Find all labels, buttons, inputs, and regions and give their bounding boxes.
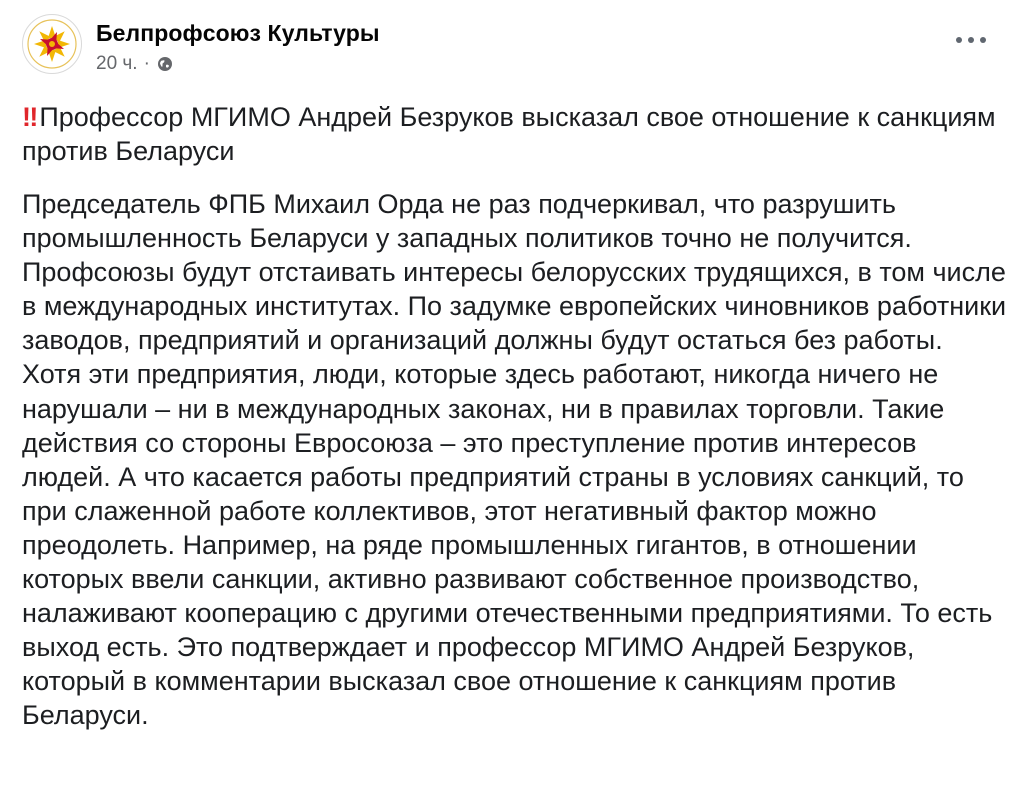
post-title [22,100,1002,168]
dot-icon [980,37,986,43]
double-exclamation-icon: ‼ [22,102,36,132]
post-body: Председатель ФПБ Михаил Орда не раз подчеркивал, что разрушить промышленность Беларуси у западных политиков точно не получится. Профсоюзы будут отстаивать интересы белорусских трудящихся, в том числе в международных институтах. По задумке европейских чиновников работники заводов, предприятий и организаций должны будут остаться без работы. Хотя эти предприятия, люди, которые здесь работают, никогда ничего не нарушали – ни в международных законах, ни в правилах торговли. Такие действия со стороны Евросоюза – это преступление против интересов людей. А что касается работы предприятий страны в условиях санкций, то при слаженной работе коллективов, этот негативный фактор можно преодолеть. Например, на ряде промышленных гигантов, в отношении которых ввели санкции, активно развивают собственное производство, налаживают кооперацию с другими отечественными предприятиями. То есть выход есть. Это подтверждает и профессор МГИМО Андрей Безруков, который в комментарии высказал свое отношение к санкциям против Беларуси. [22,189,1007,731]
post-time[interactable]: 20 ч. [96,53,138,74]
dot-icon [956,37,962,43]
more-options-icon[interactable] [956,30,986,50]
avatar[interactable] [22,14,82,74]
globe-icon[interactable] [157,56,173,72]
post-title-text: Профессор МГИМО Андрей Безруков высказал свое отношение к санкциям против Беларуси [22,102,996,166]
union-emblem-logo [23,15,81,73]
separator: · [143,53,150,74]
post-meta [96,19,380,75]
dot-icon [968,37,974,43]
author-name[interactable]: Белпрофсоюз Культуры [96,20,380,46]
post-subtitle [96,53,380,75]
post-header [22,14,380,75]
